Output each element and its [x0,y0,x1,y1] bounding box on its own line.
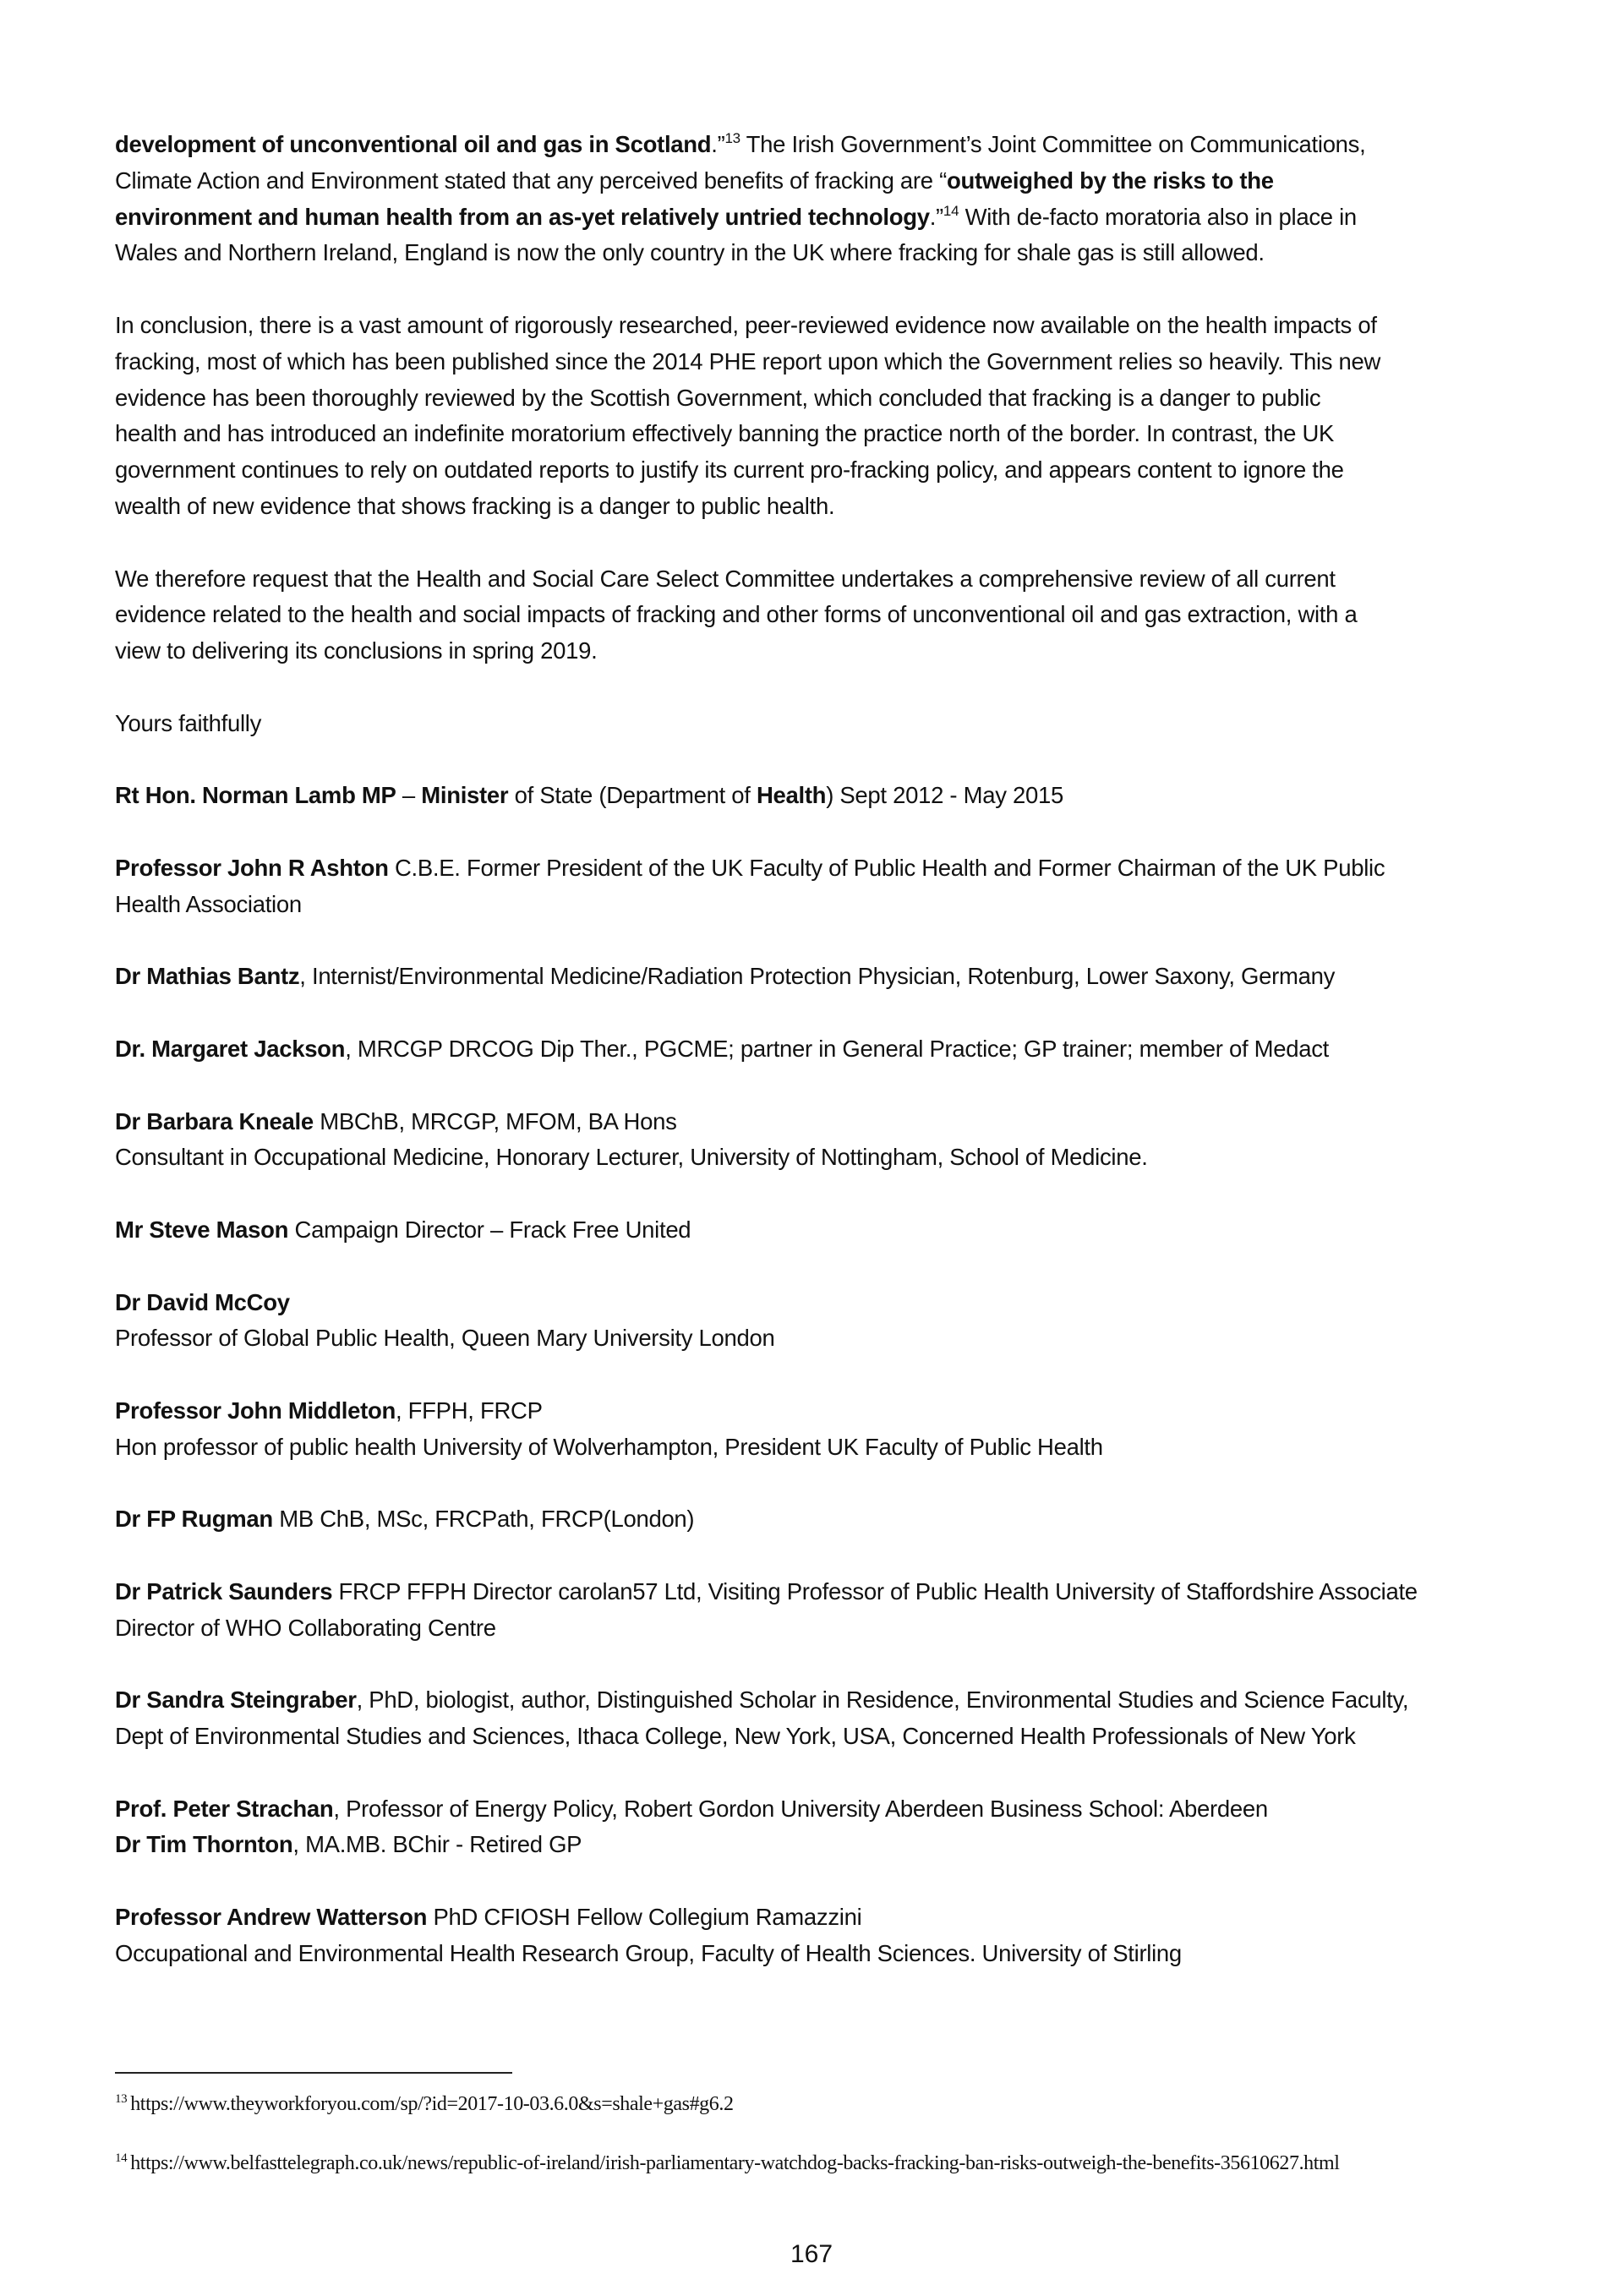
body-text [115,127,1535,2008]
text-block [115,706,1535,742]
text-run: Campaign Director – Frack Free United [288,1216,691,1243]
footnote-divider [115,2072,512,2074]
text-line [115,308,1535,344]
text-run: Consultant in Occupational Medicine, Honorary Lecturer, University of Nottingham, School of Medicine. [115,1144,1148,1171]
bold-text: Dr David McCoy [115,1288,290,1315]
text-run: , Professor of Energy Policy, Robert Gordon University Aberdeen Business School: Aberdeen [333,1795,1268,1822]
bold-text: Dr Barbara Kneale [115,1107,314,1134]
bold-text: Dr FP Rugman [115,1506,273,1533]
footnote-13 [115,2092,734,2116]
text-line [115,489,1535,525]
text-run: wealth of new evidence that shows fracking is a danger to public health. [115,492,835,519]
text-line [115,235,1535,271]
text-line [115,1393,1535,1430]
bold-text: Professor John Middleton [115,1397,396,1424]
text-run: view to delivering its conclusions in spring 2019. [115,637,598,664]
bold-text: Rt Hon. Norman Lamb MP [115,782,396,809]
text-run: We therefore request that the Health and Social Care Select Committee undertakes a comprehensive review of all current [115,565,1336,592]
text-run: evidence related to the health and social impacts of fracking and other forms of unconventional oil and gas extraction, with a [115,601,1358,628]
bold-text: Dr Mathias Bantz [115,963,300,990]
text-line [115,1285,1535,1321]
text-line [115,1791,1535,1828]
text-block [115,127,1535,271]
text-line [115,200,1535,236]
bold-text: Dr Sandra Steingraber [115,1686,357,1714]
text-run: of State (Department of [508,782,757,809]
text-line [115,1140,1535,1176]
footnote-link[interactable]: https://www.belfasttelegraph.co.uk/news/republic-of-ireland/irish-parliamentary-watchdog-backs-fracking-ban-risks-outweigh-the-benefits-35610627.html [130,2152,1340,2174]
text-run: Professor of Global Public Health, Queen Mary University London [115,1325,775,1352]
text-block [115,1031,1535,1068]
text-line [115,887,1535,923]
footnote-number: 14 [115,2151,128,2165]
text-block [115,308,1535,525]
text-block [115,959,1535,995]
text-line [115,1682,1535,1719]
text-run: ) Sept 2012 - May 2015 [826,782,1063,809]
text-block [115,1574,1535,1647]
bold-text: Dr Tim Thornton [115,1831,293,1858]
text-line [115,1610,1535,1647]
text-line [115,850,1535,887]
text-run: FRCP FFPH Director carolan57 Ltd, Visiting Professor of Public Health University of Staffordshire Associate [332,1577,1418,1604]
text-line [115,1430,1535,1466]
text-block [115,1682,1535,1755]
text-run: , PhD, biologist, author, Distinguished Scholar in Residence, Environmental Studies and Science Faculty, [356,1686,1409,1714]
text-block [115,561,1535,670]
text-block [115,1212,1535,1249]
text-line [115,561,1535,598]
text-line [115,959,1535,995]
text-run: evidence has been thoroughly reviewed by the Scottish Government, which concluded that fracking is a danger to public [115,384,1321,411]
text-line [115,380,1535,417]
text-line [115,127,1535,163]
text-block [115,1791,1535,1864]
text-run: Climate Action and Environment stated that any perceived benefits of fracking are “ [115,167,947,194]
text-line [115,633,1535,670]
text-run: , Internist/Environmental Medicine/Radiation Protection Physician, Rotenburg, Lower Saxony, Germany [299,963,1336,990]
bold-text: Professor John R Ashton [115,854,389,881]
text-run: PhD CFIOSH Fellow Collegium Ramazzini [427,1904,862,1931]
footnote-number: 13 [115,2092,128,2106]
text-run: , MRCGP DRCOG Dip Ther., PGCME; partner in General Practice; GP trainer; member of Medact [345,1035,1330,1062]
bold-text: Dr. Margaret Jackson [115,1035,346,1062]
bold-text: Prof. Peter Strachan [115,1795,334,1822]
text-run: C.B.E. Former President of the UK Faculty of Public Health and Former Chairman of the UK Public [388,854,1385,881]
text-run: , MA.MB. BChir - Retired GP [292,1831,582,1858]
text-run: With de-facto moratoria also in place in [959,203,1357,230]
text-line [115,1501,1535,1538]
text-line [115,597,1535,633]
text-run: The Irish Government’s Joint Committee on Communications, [740,131,1366,157]
text-run: , FFPH, FRCP [396,1397,543,1424]
text-line [115,452,1535,489]
text-run: MBChB, MRCGP, MFOM, BA Hons [313,1107,677,1134]
text-line [115,778,1535,814]
text-line [115,1827,1535,1863]
text-line [115,1719,1535,1755]
text-line [115,163,1535,200]
text-line [115,416,1535,452]
text-block [115,1104,1535,1177]
text-block [115,1285,1535,1358]
text-line [115,1936,1535,1972]
bold-text: outweighed by the risks to the [946,167,1274,194]
text-run: government continues to rely on outdated reports to justify its current pro-fracking policy, and appears content to ignore the [115,456,1344,484]
footnote-reference[interactable]: 13 [724,130,740,146]
footnote-14 [115,2151,1340,2175]
footnote-link[interactable]: https://www.theyworkforyou.com/sp/?id=2017-10-03.6.0&s=shale+gas#g6.2 [130,2093,734,2115]
text-line [115,344,1535,380]
bold-text: Health [756,782,827,809]
text-run: Hon professor of public health University of Wolverhampton, President UK Faculty of Public Health [115,1433,1103,1460]
page-number: 167 [790,2240,833,2268]
text-run: health and has introduced an indefinite moratorium effectively banning the practice north of the border. In contrast, the UK [115,420,1335,447]
text-block [115,1393,1535,1466]
bold-text: Minister [421,782,509,809]
bold-text: Dr Patrick Saunders [115,1577,333,1604]
text-run: Wales and Northern Ireland, England is now the only country in the UK where fracking for shale gas is still allowed. [115,239,1265,266]
text-run: Director of WHO Collaborating Centre [115,1614,496,1641]
text-line [115,1104,1535,1140]
text-line [115,1212,1535,1249]
text-run: Dept of Environmental Studies and Sciences, Ithaca College, New York, USA, Concerned Health Professionals of New York [115,1723,1356,1750]
text-run: fracking, most of which has been published since the 2014 PHE report upon which the Government relies so heavily. This new [115,347,1381,374]
text-line [115,1900,1535,1936]
text-run: Health Association [115,890,302,917]
text-run: In conclusion, there is a vast amount of rigorously researched, peer-reviewed evidence now available on the health impacts of [115,311,1377,338]
text-line [115,1574,1535,1610]
text-run: – [396,782,422,809]
text-block [115,850,1535,923]
text-run: .” [929,203,943,230]
text-run: .” [711,131,725,157]
footnote-reference[interactable]: 14 [943,202,959,219]
bold-text: Mr Steve Mason [115,1216,289,1243]
text-line [115,1031,1535,1068]
bold-text: Professor Andrew Watterson [115,1904,428,1931]
text-run: Yours faithfully [115,709,262,736]
text-block [115,778,1535,814]
text-line [115,706,1535,742]
text-run: MB ChB, MSc, FRCPath, FRCP(London) [272,1506,695,1533]
text-block [115,1501,1535,1538]
text-run: Occupational and Environmental Health Research Group, Faculty of Health Sciences. University of Stirling [115,1939,1182,1966]
bold-text: development of unconventional oil and gas in Scotland [115,131,712,157]
bold-text: environment and human health from an as-yet relatively untried technology [115,203,930,230]
text-block [115,1900,1535,1972]
text-line [115,1320,1535,1357]
